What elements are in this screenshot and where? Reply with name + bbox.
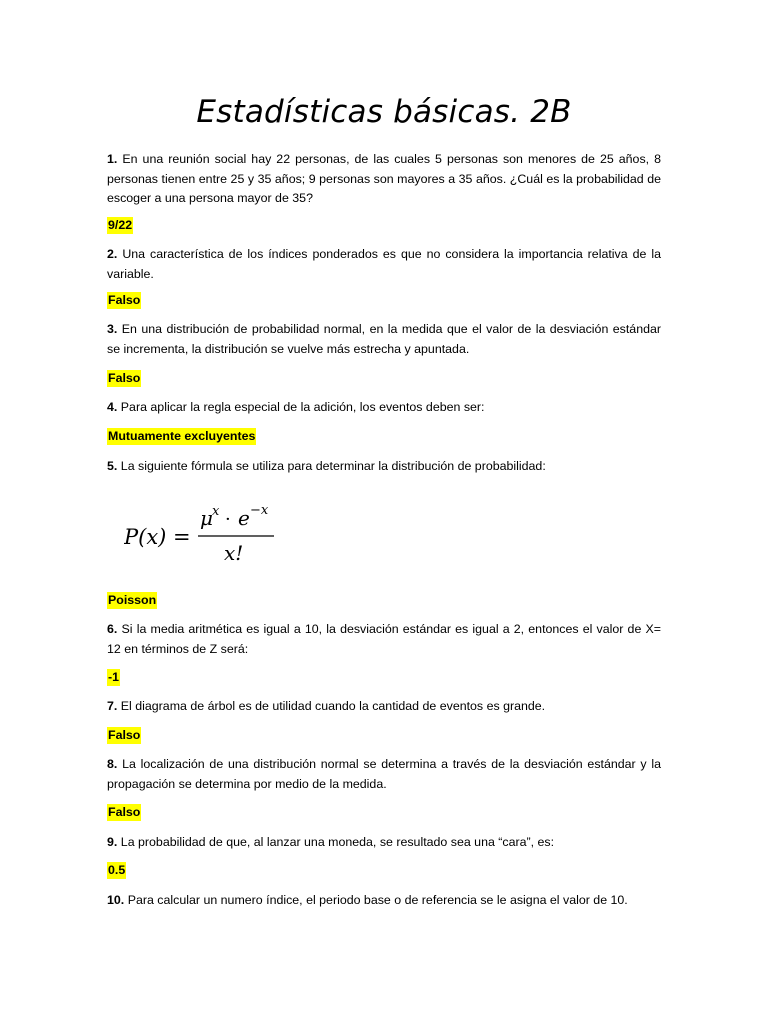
answer-9: 0.5 xyxy=(108,863,126,877)
question-text: El diagrama de árbol es de utilidad cuando la cantidad de eventos es grande. xyxy=(120,699,546,713)
document-title: Estadísticas básicas. 2B xyxy=(196,94,572,130)
question-number: 8. xyxy=(107,757,118,771)
formula-mu-exponent: x xyxy=(212,504,220,519)
question-text: Si la media aritmética es igual a 10, la desviación estándar es igual a 2, entonces el valor de X= 12 en términos de Z será: xyxy=(107,622,661,656)
question-text: Una característica de los índices ponderados es que no considera la importancia relativa de la variable. xyxy=(107,247,661,281)
question-number: 6. xyxy=(107,622,118,636)
answer-3: Falso xyxy=(108,371,141,385)
question-text: En una reunión social hay 22 personas, de las cuales 5 personas son menores de 25 años, 8 personas tienen entre 25 y 35 años; 9 personas son mayores a 35 años. ¿Cuál es la probabilidad de escoger a una persona mayor de 35? xyxy=(107,152,661,205)
formula-e: e xyxy=(238,506,250,530)
question-7 xyxy=(107,697,661,717)
question-number: 2. xyxy=(107,247,118,261)
formula-denominator: x! xyxy=(224,541,244,565)
question-9 xyxy=(107,833,661,853)
question-4 xyxy=(107,398,661,418)
question-8 xyxy=(107,755,661,794)
formula-dot: · xyxy=(225,509,231,530)
question-number: 10. xyxy=(107,893,125,907)
question-text: La probabilidad de que, al lanzar una moneda, se resultado sea una “cara”, es: xyxy=(120,835,555,849)
answer-8: Falso xyxy=(108,805,141,819)
formula-e-exponent: −x xyxy=(250,503,269,518)
question-1 xyxy=(107,150,661,209)
question-number: 5. xyxy=(107,459,118,473)
question-text: Para calcular un numero índice, el periodo base o de referencia se le asigna el valor de 10. xyxy=(127,893,628,907)
question-number: 1. xyxy=(107,152,118,166)
answer-4: Mutuamente excluyentes xyxy=(108,429,256,443)
question-number: 7. xyxy=(107,699,118,713)
question-text: En una distribución de probabilidad normal, en la medida que el valor de la desviación estándar se incrementa, la distribución se vuelve más estrecha y apuntada. xyxy=(107,322,661,356)
question-text: Para aplicar la regla especial de la adición, los eventos deben ser: xyxy=(120,400,485,414)
answer-6: -1 xyxy=(108,670,120,684)
question-3 xyxy=(107,320,661,359)
question-6 xyxy=(107,620,661,659)
question-10 xyxy=(107,891,661,911)
question-5 xyxy=(107,457,661,477)
answer-1: 9/22 xyxy=(108,218,133,232)
answer-2: Falso xyxy=(108,293,141,307)
question-number: 9. xyxy=(107,835,118,849)
question-number: 3. xyxy=(107,322,118,336)
question-number: 4. xyxy=(107,400,118,414)
answer-7: Falso xyxy=(108,728,141,742)
formula-mu: μ xyxy=(200,506,213,530)
formula-lhs: P(x) = xyxy=(124,525,191,549)
question-text: La localización de una distribución normal se determina a través de la desviación estándar y la propagación se determina por medio de la medida. xyxy=(107,757,661,791)
question-2 xyxy=(107,245,661,284)
answer-5: Poisson xyxy=(108,593,157,607)
question-text: La siguiente fórmula se utiliza para determinar la distribución de probabilidad: xyxy=(120,459,546,473)
poisson-formula xyxy=(124,500,284,570)
